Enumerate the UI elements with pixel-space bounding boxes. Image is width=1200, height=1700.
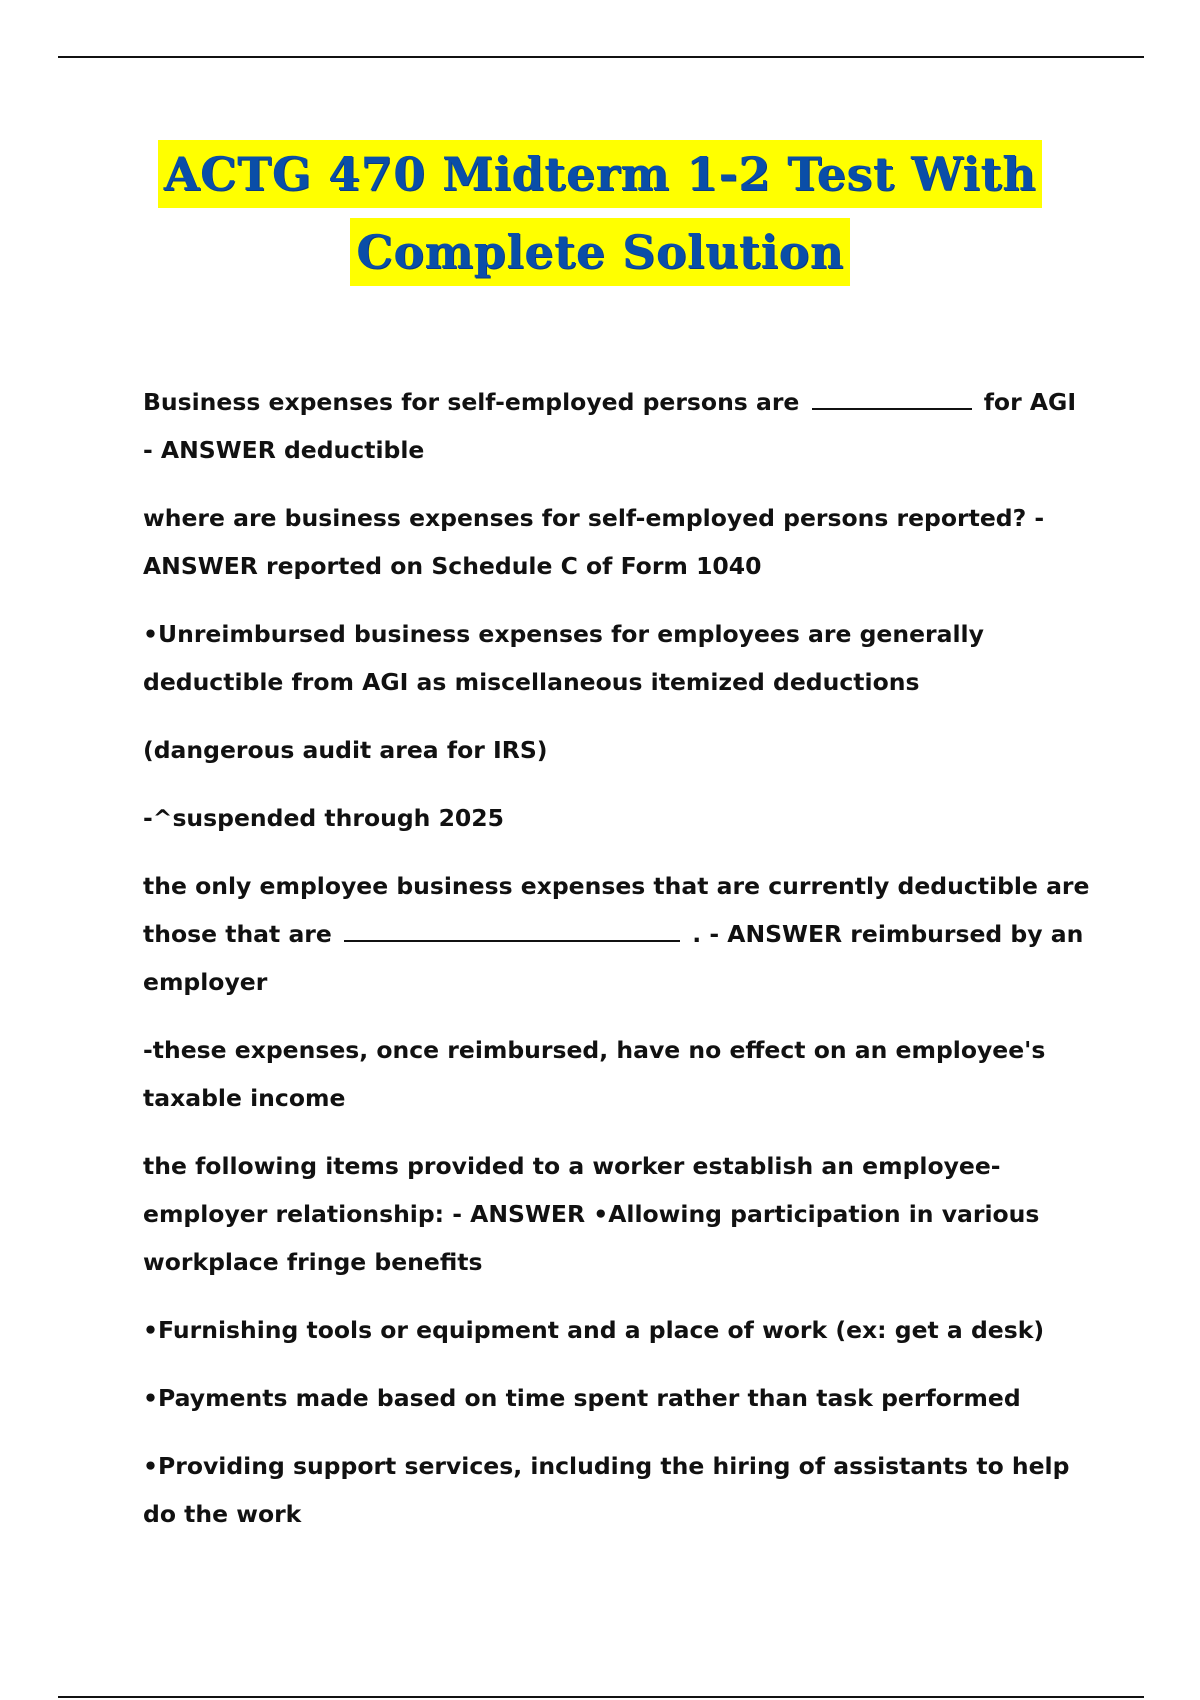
- paragraph-text-before: Business expenses for self-employed persons are: [143, 388, 808, 416]
- paragraph-9: •Furnishing tools or equipment and a place of work (ex: get a desk): [143, 1316, 1045, 1344]
- paragraph-6: [143, 862, 1093, 1006]
- paragraph-4: (dangerous audit area for IRS): [143, 736, 548, 764]
- top-rule: [58, 56, 1144, 58]
- document-title: [0, 140, 1200, 286]
- paragraph-2: where are business expenses for self-employed persons reported? - ANSWER reported on Schedule C of Form 1040: [143, 504, 1045, 580]
- paragraph-5: -^suspended through 2025: [143, 804, 504, 832]
- paragraph-11: •Providing support services, including the hiring of assistants to help do the work: [143, 1452, 1070, 1528]
- bottom-rule: [58, 1696, 1144, 1698]
- document-body: [143, 378, 1093, 1558]
- fill-in-blank: [812, 382, 972, 410]
- title-line-2: Complete Solution: [350, 218, 850, 286]
- title-line-1: ACTG 470 Midterm 1-2 Test With: [158, 140, 1042, 208]
- paragraph-7: -these expenses, once reimbursed, have no effect on an employee's taxable income: [143, 1036, 1046, 1112]
- paragraph-text-after: . - ANSWER reimbursed by an employer: [143, 920, 1084, 996]
- paragraph-3: •Unreimbursed business expenses for employees are generally deductible from AGI as miscellaneous itemized deductions: [143, 620, 984, 696]
- paragraph-1: [143, 378, 1093, 474]
- paragraph-8: the following items provided to a worker establish an employee-employer relationship: - ANSWER •Allowing participation in various workplace fringe benefits: [143, 1152, 1040, 1276]
- paragraph-text-before: the only employee business expenses that are currently deductible are those that are: [143, 872, 1090, 948]
- paragraph-text-after: for AGI - ANSWER deductible: [143, 388, 1077, 464]
- fill-in-blank: [344, 914, 680, 942]
- paragraph-10: •Payments made based on time spent rather than task performed: [143, 1384, 1021, 1412]
